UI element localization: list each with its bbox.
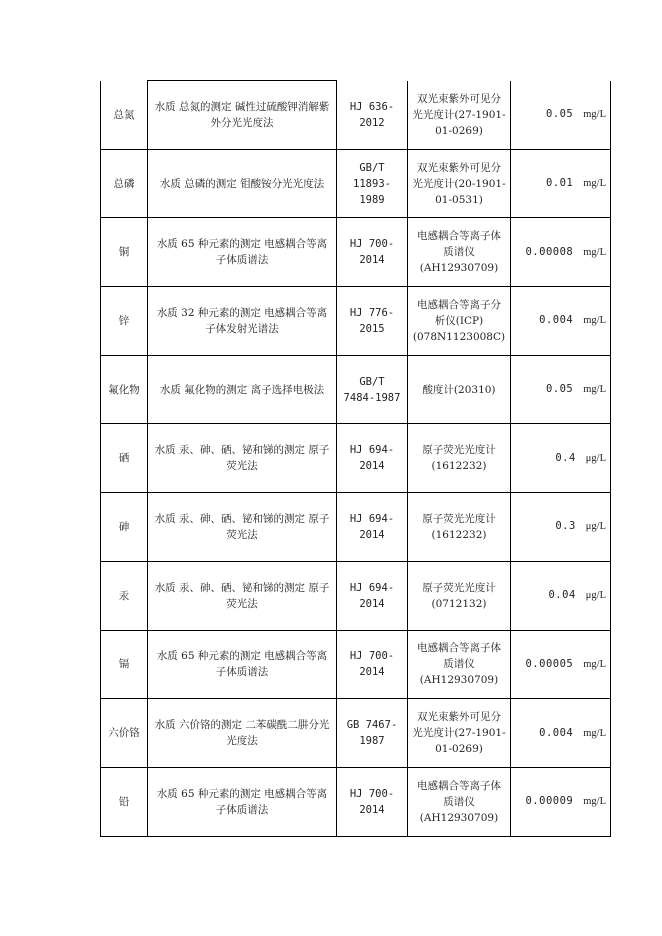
- limit-value: 0.4: [555, 451, 576, 464]
- limit-unit: mg/L: [583, 315, 606, 327]
- limit-unit: mg/L: [583, 178, 606, 190]
- limit-unit: mg/L: [583, 109, 606, 121]
- method-cell: 水质 氟化物的测定 离子选择电极法: [148, 355, 337, 424]
- table-row: [101, 218, 611, 287]
- limit-cell: [511, 699, 611, 768]
- limit-cell: [511, 355, 611, 424]
- item-cell: 汞: [101, 561, 148, 630]
- method-cell: 水质 65 种元素的测定 电感耦合等离子体质谱法: [148, 630, 337, 699]
- instrument-cell: 电感耦合等离子体质谱仪(AH12930709): [408, 767, 511, 836]
- limit-value: 0.04: [548, 589, 576, 602]
- item-cell: 锌: [101, 287, 148, 356]
- table-row: [101, 81, 611, 150]
- limit-value: 0.05: [545, 383, 574, 396]
- standard-cell: HJ 700-2014: [337, 767, 408, 836]
- item-cell: 铜: [101, 218, 148, 287]
- limit-cell: [511, 287, 611, 356]
- instrument-cell: 电感耦合等离子分析仪(ICP)(078N1123008C): [408, 287, 511, 356]
- instrument-cell: 双光束紫外可见分光光度计(20-1901-01-0531): [408, 149, 511, 218]
- standard-cell: HJ 700-2014: [337, 630, 408, 699]
- standard-cell: HJ 694-2014: [337, 493, 408, 562]
- item-cell: 砷: [101, 493, 148, 562]
- instrument-cell: 原子荧光光度计(1612232): [408, 424, 511, 493]
- limit-value: 0.004: [539, 726, 574, 739]
- instrument-cell: 电感耦合等离子体质谱仪(AH12930709): [408, 218, 511, 287]
- limit-unit: mg/L: [583, 796, 606, 808]
- item-cell: 铅: [101, 767, 148, 836]
- item-cell: 镉: [101, 630, 148, 699]
- limit-unit: μg/L: [585, 521, 606, 533]
- standard-cell: HJ 694-2014: [337, 561, 408, 630]
- limit-value: 0.00005: [525, 657, 574, 670]
- limit-unit: mg/L: [583, 727, 606, 739]
- method-cell: 水质 总氮的测定 碱性过硫酸钾消解紫外分光光度法: [148, 81, 337, 150]
- limit-unit: μg/L: [585, 590, 606, 602]
- limit-cell: [511, 493, 611, 562]
- instrument-cell: 电感耦合等离子体质谱仪(AH12930709): [408, 630, 511, 699]
- table-row: [101, 493, 611, 562]
- item-cell: 氟化物: [101, 355, 148, 424]
- instrument-cell: 双光束紫外可见分光光度计(27-1901-01-0269): [408, 81, 511, 150]
- limit-cell: [511, 81, 611, 150]
- limit-value: 0.01: [545, 177, 574, 190]
- limit-unit: μg/L: [585, 452, 606, 464]
- item-cell: 硒: [101, 424, 148, 493]
- standard-cell: GB/T 7484-1987: [337, 355, 408, 424]
- method-cell: 水质 总磷的测定 钼酸铵分光光度法: [148, 149, 337, 218]
- table-row: [101, 630, 611, 699]
- method-cell: 水质 65 种元素的测定 电感耦合等离子体质谱法: [148, 767, 337, 836]
- table-row: [101, 355, 611, 424]
- standard-cell: GB 7467-1987: [337, 699, 408, 768]
- method-cell: 水质 65 种元素的测定 电感耦合等离子体质谱法: [148, 218, 337, 287]
- limit-unit: mg/L: [583, 658, 606, 670]
- limit-unit: mg/L: [583, 384, 606, 396]
- method-cell: 水质 32 种元素的测定 电感耦合等离子体发射光谱法: [148, 287, 337, 356]
- method-cell: 水质 汞、砷、硒、铋和锑的测定 原子荧光法: [148, 561, 337, 630]
- limit-unit: mg/L: [583, 246, 606, 258]
- limit-cell: [511, 630, 611, 699]
- limit-cell: [511, 149, 611, 218]
- method-cell: 水质 汞、砷、硒、铋和锑的测定 原子荧光法: [148, 493, 337, 562]
- limit-cell: [511, 561, 611, 630]
- limit-value: 0.004: [539, 314, 574, 327]
- item-cell: 总磷: [101, 149, 148, 218]
- table-row: [101, 149, 611, 218]
- standard-cell: GB/T 11893-1989: [337, 149, 408, 218]
- table-row: [101, 424, 611, 493]
- instrument-cell: 原子荧光光度计(1612232): [408, 493, 511, 562]
- limit-value: 0.00008: [525, 245, 574, 258]
- standard-cell: HJ 700-2014: [337, 218, 408, 287]
- limit-cell: [511, 767, 611, 836]
- instrument-cell: 双光束紫外可见分光光度计(27-1901-01-0269): [408, 699, 511, 768]
- instrument-cell: 原子荧光光度计(0712132): [408, 561, 511, 630]
- limit-value: 0.05: [545, 108, 574, 121]
- method-cell: 水质 六价铬的测定 二苯碳酰二肼分光光度法: [148, 699, 337, 768]
- method-cell: 水质 汞、砷、硒、铋和锑的测定 原子荧光法: [148, 424, 337, 493]
- standard-cell: HJ 694-2014: [337, 424, 408, 493]
- standard-cell: HJ 776-2015: [337, 287, 408, 356]
- item-cell: 总氮: [101, 81, 148, 150]
- table-row: [101, 287, 611, 356]
- limit-cell: [511, 218, 611, 287]
- standard-cell: HJ 636-2012: [337, 81, 408, 150]
- table-row: [101, 699, 611, 768]
- table-row: [101, 767, 611, 836]
- instrument-cell: 酸度计(20310): [408, 355, 511, 424]
- table-row: [101, 561, 611, 630]
- limit-value: 0.00009: [525, 795, 574, 808]
- limit-value: 0.3: [555, 520, 576, 533]
- detection-method-table: [100, 80, 611, 837]
- limit-cell: [511, 424, 611, 493]
- item-cell: 六价铬: [101, 699, 148, 768]
